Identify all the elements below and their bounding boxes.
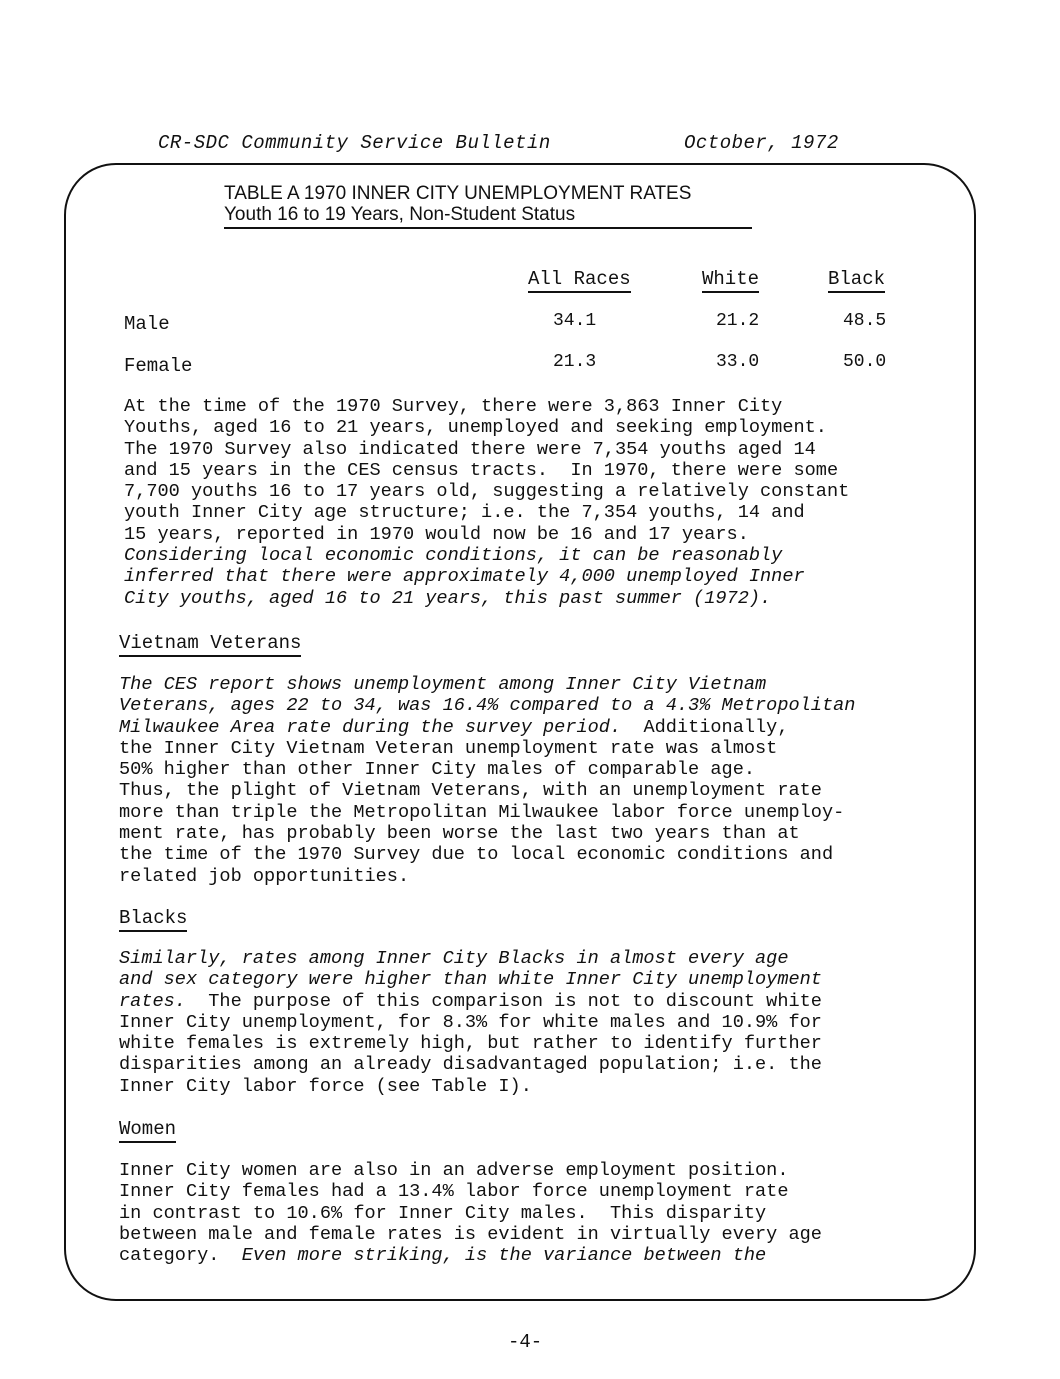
text-span: category. bbox=[119, 1245, 242, 1267]
text-line: inferred that there were approximately 4,000 unemployed Inner bbox=[124, 566, 805, 588]
row-label-female: Female bbox=[124, 355, 193, 377]
text-line: disparities among an already disadvantaged population; i.e. the bbox=[119, 1054, 822, 1076]
text-line: Inner City women are also in an adverse employment position. bbox=[119, 1160, 789, 1181]
section-heading-vietnam-veterans: Vietnam Veterans bbox=[119, 632, 301, 657]
text-line bbox=[119, 1245, 999, 1266]
text-span: rates. bbox=[119, 990, 186, 1012]
text-line: 50% higher than other Inner City males of comparable age. bbox=[119, 759, 756, 781]
women-paragraph bbox=[119, 1160, 999, 1266]
text-line: the time of the 1970 Survey due to local economic conditions and bbox=[119, 844, 834, 866]
table-subtitle: Youth 16 to 19 Years, Non-Student Status bbox=[224, 204, 752, 229]
text-line: and sex category were higher than white Inner City unemployment bbox=[119, 969, 822, 991]
cell-female-all-races: 21.3 bbox=[553, 352, 597, 372]
bulletin-title: CR-SDC Community Service Bulletin bbox=[158, 132, 551, 154]
text-line: Thus, the plight of Vietnam Veterans, with an unemployment rate bbox=[119, 780, 822, 802]
text-line: The 1970 Survey also indicated there were 7,354 youths aged 14 bbox=[124, 438, 816, 460]
intro-paragraph bbox=[124, 396, 1004, 609]
text-line: City youths, aged 16 to 21 years, this past summer (1972). bbox=[124, 587, 772, 609]
text-line: 15 years, reported in 1970 would now be 16 and 17 years. bbox=[124, 523, 749, 545]
veterans-paragraph bbox=[119, 674, 999, 887]
text-span: Even more striking, is the variance between the bbox=[241, 1245, 767, 1267]
cell-female-white: 33.0 bbox=[716, 352, 760, 372]
section-heading-blacks: Blacks bbox=[119, 907, 187, 932]
text-span: Milwaukee Area rate during the survey period. bbox=[119, 716, 622, 738]
text-line: Youths, aged 16 to 21 years, unemployed and seeking employment. bbox=[124, 417, 827, 439]
row-label-male: Male bbox=[124, 313, 170, 335]
text-line: Inner City labor force (see Table I). bbox=[119, 1075, 532, 1097]
text-line: ment rate, has probably been worse the last two years than at bbox=[119, 823, 800, 845]
blacks-paragraph bbox=[119, 948, 999, 1097]
page-number: -4- bbox=[508, 1331, 543, 1353]
text-line bbox=[119, 717, 999, 738]
text-line: 7,700 youths 16 to 17 years old, suggesting a relatively constant bbox=[124, 481, 850, 503]
text-line: Inner City females had a 13.4% labor force unemployment rate bbox=[119, 1181, 789, 1203]
text-line bbox=[119, 991, 999, 1012]
text-line: At the time of the 1970 Survey, there were 3,863 Inner City bbox=[124, 396, 783, 417]
text-line: the Inner City Vietnam Veteran unemployment rate was almost bbox=[119, 737, 778, 759]
text-line: Veterans, ages 22 to 34, was 16.4% compared to a 4.3% Metropolitan bbox=[119, 695, 856, 717]
table-title: TABLE A 1970 INNER CITY UNEMPLOYMENT RATES bbox=[224, 183, 692, 204]
column-header-black: Black bbox=[828, 268, 885, 293]
text-line: Considering local economic conditions, it can be reasonably bbox=[124, 545, 783, 567]
text-line: Inner City unemployment, for 8.3% for white males and 10.9% for bbox=[119, 1011, 822, 1033]
cell-male-white: 21.2 bbox=[716, 311, 760, 331]
text-line: between male and female rates is evident in virtually every age bbox=[119, 1223, 822, 1245]
text-line: in contrast to 10.6% for Inner City males. This disparity bbox=[119, 1202, 767, 1224]
text-line: The CES report shows unemployment among Inner City Vietnam bbox=[119, 674, 767, 695]
column-header-white: White bbox=[702, 268, 759, 293]
column-header-all-races: All Races bbox=[528, 268, 631, 293]
text-line: more than triple the Metropolitan Milwaukee labor force unemploy- bbox=[119, 801, 845, 823]
text-line: and 15 years in the CES census tracts. In 1970, there were some bbox=[124, 459, 839, 481]
text-line: related job opportunities. bbox=[119, 865, 410, 887]
section-heading-women: Women bbox=[119, 1118, 176, 1143]
cell-female-black: 50.0 bbox=[843, 352, 887, 372]
text-line: Similarly, rates among Inner City Blacks in almost every age bbox=[119, 948, 789, 969]
text-line: youth Inner City age structure; i.e. the 7,354 youths, 14 and bbox=[124, 502, 805, 524]
bulletin-date: October, 1972 bbox=[684, 132, 839, 154]
text-line: white females is extremely high, but rather to identify further bbox=[119, 1033, 822, 1055]
cell-male-black: 48.5 bbox=[843, 311, 887, 331]
cell-male-all-races: 34.1 bbox=[553, 311, 597, 331]
text-span: The purpose of this comparison is not to discount white bbox=[185, 990, 822, 1012]
text-span: Additionally, bbox=[621, 716, 789, 738]
